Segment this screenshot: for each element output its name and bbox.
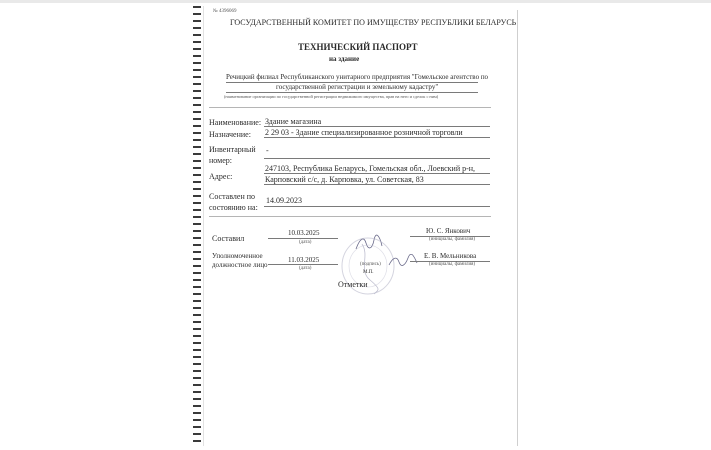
document-subtitle: на здание xyxy=(329,55,360,63)
compiled-by-name-caption: (инициалы, фамилия) xyxy=(429,237,476,242)
organization-caption: (наименование организации по государственной регистрации недвижимого имущества, прав на него и сделок с ним) xyxy=(224,94,439,99)
page-edge-left xyxy=(203,6,204,446)
inventory-label-1: Инвентарный xyxy=(209,145,256,154)
address-value-2: Карповский с/с, д. Карповка, ул. Советская, 83 xyxy=(265,175,424,184)
marks-label: Отметки xyxy=(338,280,368,289)
compiled-by-name: Ю. С. Янкович xyxy=(426,227,471,235)
name-underline xyxy=(264,126,490,127)
separator-bottom xyxy=(209,216,491,217)
signature-caption: (подпись) xyxy=(360,262,381,267)
official-label-2: должностное лицо xyxy=(212,261,268,269)
organization-line-1: Речицкий филиал Республиканского унитарного предприятия "Гомельское агентство по xyxy=(226,73,489,81)
committee-header: ГОСУДАРСТВЕННЫЙ КОМИТЕТ ПО ИМУЩЕСТВУ РЕСПУБЛИКИ БЕЛАРУСЬ xyxy=(230,18,517,27)
document-number: № 4396069 xyxy=(213,9,237,14)
document-title: ТЕХНИЧЕСКИЙ ПАСПОРТ xyxy=(298,42,418,52)
compiled-date-value: 14.09.2023 xyxy=(266,196,302,205)
official-date-caption: (дата) xyxy=(299,266,312,271)
inventory-label-2: номер: xyxy=(209,156,232,165)
inventory-value: - xyxy=(266,146,269,155)
purpose-value: 2 29 03 - Здание специализированное розничной торговли xyxy=(265,128,463,137)
compiled-by-date: 10.03.2025 xyxy=(288,229,320,237)
address-underline-2 xyxy=(264,184,490,185)
separator-top xyxy=(209,107,491,108)
purpose-underline xyxy=(264,137,490,138)
compiled-date-label-1: Составлен по xyxy=(209,192,256,201)
name-value: Здание магазина xyxy=(265,117,322,126)
compiled-by-date-caption: (дата) xyxy=(299,240,312,245)
spiral-binding xyxy=(193,6,201,446)
official-date: 11.03.2025 xyxy=(288,256,320,264)
address-label: Адрес: xyxy=(209,172,233,181)
compiled-by-label: Составил xyxy=(212,234,245,243)
organization-underline-2 xyxy=(226,92,478,93)
name-label: Наименование: xyxy=(209,118,262,127)
inventory-underline xyxy=(264,158,490,159)
compiled-by-date-underline xyxy=(268,238,338,239)
organization-line-2: государственной регистрации и земельному кадастру" xyxy=(276,83,439,91)
official-label-1: Уполномоченное xyxy=(212,252,263,260)
official-name-caption: (инициалы, фамилия) xyxy=(429,262,476,267)
page-edge-right xyxy=(517,10,518,446)
official-date-underline xyxy=(268,264,338,265)
compiled-date-label-2: состоянию на: xyxy=(209,203,258,212)
address-underline-1 xyxy=(264,173,490,174)
official-name: Е. В. Мельникова xyxy=(424,252,477,260)
compiled-date-underline xyxy=(264,206,490,207)
address-value-1: 247103, Республика Беларусь, Гомельская обл., Лоевский р-н, xyxy=(265,164,476,173)
scan-edge xyxy=(0,0,711,3)
stamp-mark: М.П. xyxy=(363,270,374,275)
purpose-label: Назначение: xyxy=(209,130,251,139)
